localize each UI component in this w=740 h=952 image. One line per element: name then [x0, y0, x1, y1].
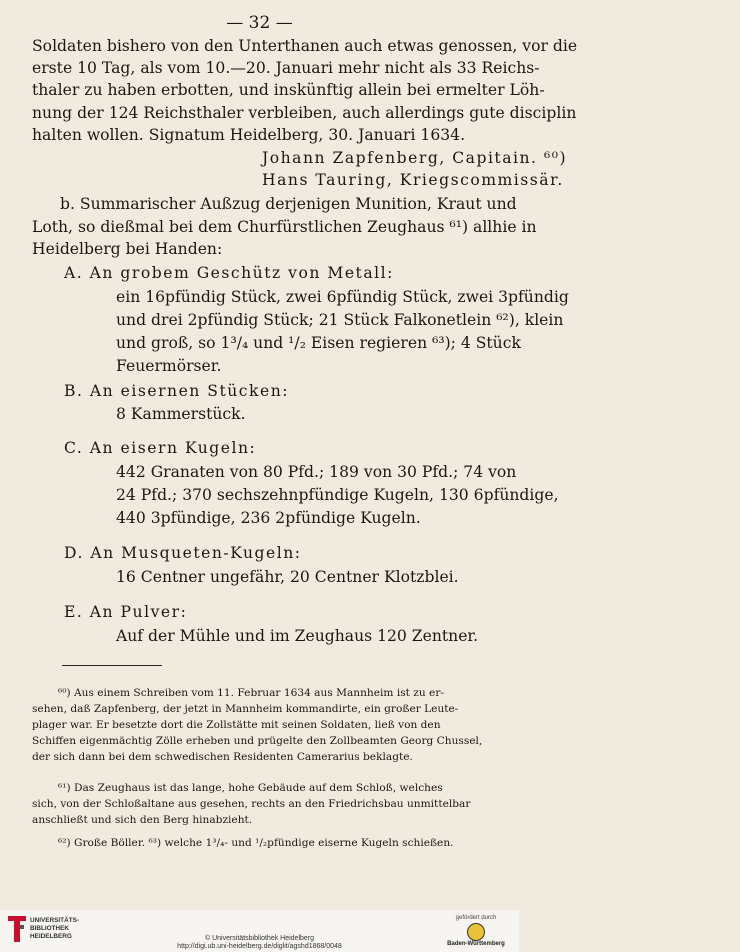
footnote-line: der sich dann bei dem schwedischen Residenten Camerarius beklagte. [32, 751, 413, 763]
text-line: ein 16pfündig Stück, zwei 6pfündig Stück, zwei 3pfündig [116, 288, 569, 306]
section-heading: B. An eisernen Stücken: [64, 382, 290, 400]
section-heading: A. An grobem Geschütz von Metall: [64, 264, 394, 282]
text-line: erste 10 Tag, als vom 10.—20. Januari mehr nicht als 33 Reichs- [32, 59, 540, 77]
funder-name: Baden-Württemberg [447, 941, 505, 947]
text-line: und drei 2pfündig Stück; 21 Stück Falkonetlein ⁶²), klein [116, 311, 564, 329]
footnote-line: plager war. Er besetzte dort die Zollstätte mit seinen Soldaten, ließ von den [32, 719, 441, 731]
text-line: 24 Pfd.; 370 sechszehnpfündige Kugeln, 130 6pfündige, [116, 486, 559, 504]
text-line: 8 Kammerstück. [116, 405, 246, 423]
text-line: Loth, so dießmal bei dem Churfürstlichen Zeughaus ⁶¹) allhie in [32, 218, 537, 236]
section-heading: C. An eisern Kugeln: [64, 439, 257, 457]
text-line: Feuermörser. [116, 357, 222, 375]
text-line: 440 3pfündige, 236 2pfündige Kugeln. [116, 509, 421, 527]
text-line: und groß, so 1³/₄ und ¹/₂ Eisen regieren ⁶³); 4 Stück [116, 334, 521, 352]
text-line: b. Summarischer Außzug derjenigen Munition, Kraut und [60, 195, 517, 213]
library-name-line: UNIVERSITÄTS- [30, 917, 79, 924]
text-line: Soldaten bishero von den Unterthanen auch etwas genossen, vor die [32, 37, 578, 55]
footnote-line: ⁶¹) Das Zeughaus ist das lange, hohe Gebäude auf dem Schloß, welches [58, 782, 443, 794]
section-heading: D. An Musqueten-Kugeln: [64, 544, 302, 562]
funder-block [441, 915, 511, 947]
page-header-number: — 32 — [226, 13, 293, 33]
library-name-line: BIBLIOTHEK [30, 924, 70, 932]
text-line: Heidelberg bei Handen: [32, 240, 223, 258]
text-line: Auf der Mühle und im Zeughaus 120 Zentner. [116, 627, 479, 645]
text-line: 16 Centner ungefähr, 20 Centner Klotzblei. [116, 568, 459, 586]
funder-emblem-icon [467, 923, 485, 941]
copyright-text: © Universitätsbibliothek Heidelberg [204, 935, 315, 942]
funded-by-label: gefördert durch [455, 915, 497, 921]
footnote-line: ⁶⁰) Aus einem Schreiben vom 11. Februar 1634 aus Mannheim ist zu er- [58, 687, 444, 699]
footnote-line: anschließt und sich den Berg hinabzieht. [32, 814, 253, 826]
library-name-line: HEIDELBERG [30, 932, 72, 940]
footnote-line: ⁶²) Große Böller. ⁶³) welche 1³/₄- und ¹/₂pfündige eiserne Kugeln schießen. [58, 837, 454, 849]
text-line: thaler zu haben erbotten, und inskünftig allein bei ermelter Löh- [32, 81, 545, 99]
footnote-divider [62, 665, 162, 666]
source-url-link[interactable]: http://digi.ub.uni-heidelberg.de/diglit/agshd1868/0048 [177, 943, 342, 950]
text-line: nung der 124 Reichsthaler verbleiben, auch allerdings gute disciplin [32, 104, 577, 122]
signature-line: Hans Tauring, Kriegscommissär. [262, 171, 564, 189]
text-line: 442 Granaten von 80 Pfd.; 189 von 30 Pfd.; 74 von [116, 463, 517, 481]
signature-line: Johann Zapfenberg, Capitain. ⁶⁰) [262, 149, 568, 167]
footnote-line: Schiffen eigenmächtig Zölle erheben und prügelte den Zollbeamten Georg Chussel, [32, 735, 483, 747]
section-heading: E. An Pulver: [64, 603, 188, 621]
text-line: halten wollen. Signatum Heidelberg, 30. Januari 1634. [32, 126, 466, 144]
footnote-line: sehen, daß Zapfenberg, der jetzt in Mannheim kommandirte, ein großer Leute- [32, 703, 459, 715]
footnote-line: sich, von der Schloßaltane aus gesehen, rechts an den Friedrichsbau unmittelbar [32, 798, 471, 810]
